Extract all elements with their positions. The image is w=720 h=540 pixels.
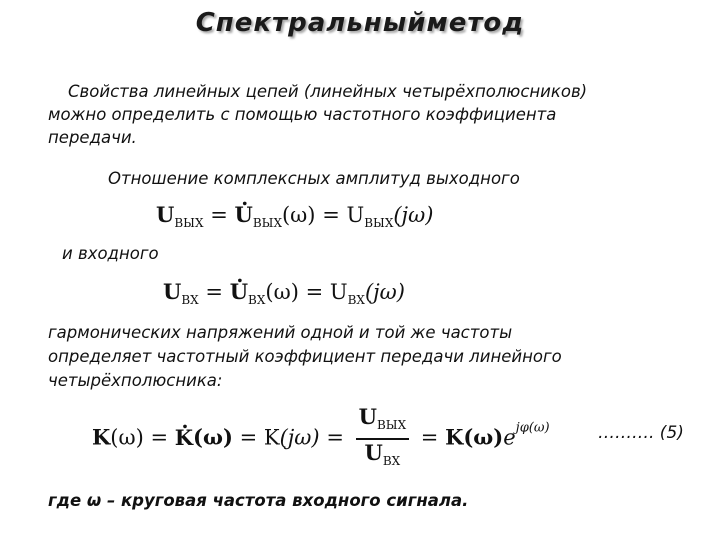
paragraph-1-line-2: можно определить с помощью частотного коэффициента bbox=[48, 105, 557, 124]
title-word-1: Спектральный bbox=[195, 8, 427, 38]
paragraph-2: Отношение комплексных амплитуд выходного bbox=[108, 169, 520, 188]
formula-symbol: U bbox=[329, 280, 348, 304]
formula-argument: (ω) bbox=[463, 424, 504, 450]
formula-symbol: U bbox=[163, 279, 182, 304]
formula-symbol-dotted: K . bbox=[175, 425, 193, 450]
formula-equals: = bbox=[205, 280, 223, 304]
formula-output-amplitude bbox=[156, 202, 433, 230]
formula-subscript: ВХ bbox=[347, 293, 365, 307]
input-label: и входного bbox=[62, 244, 159, 263]
formula-argument: (jω) bbox=[279, 425, 320, 450]
formula-transfer-coefficient bbox=[92, 404, 550, 474]
formula-subscript: ВЫХ bbox=[252, 216, 282, 230]
formula-exponent-base: e bbox=[503, 425, 516, 450]
formula-symbol: U bbox=[364, 440, 383, 465]
formula-symbol: K bbox=[263, 425, 280, 450]
formula-subscript: ВЫХ bbox=[364, 216, 394, 230]
paragraph-3-line-3: четырёхполюсника: bbox=[48, 371, 223, 390]
formula-symbol: U bbox=[346, 203, 365, 227]
formula-argument: (jω) bbox=[393, 203, 434, 227]
equation-number: ………. (5) bbox=[598, 423, 684, 443]
footnote: где ω – круговая частота входного сигнала. bbox=[48, 491, 469, 510]
formula-argument: (ω) bbox=[281, 203, 316, 227]
formula-equals: = bbox=[322, 203, 340, 227]
formula-equals: = bbox=[326, 425, 344, 450]
formula-equals: = bbox=[420, 425, 439, 450]
title-word-2: метод bbox=[426, 8, 525, 38]
formula-symbol: U bbox=[358, 404, 377, 429]
formula-equals: = bbox=[210, 203, 228, 227]
formula-subscript: ВХ bbox=[382, 454, 401, 468]
formula-equals: = bbox=[150, 425, 169, 450]
formula-argument: (jω) bbox=[364, 280, 405, 304]
formula-equals: = bbox=[305, 280, 324, 304]
formula-subscript: ВХ bbox=[248, 293, 266, 307]
formula-symbol-dotted: U . bbox=[230, 279, 248, 304]
formula-exponent: jφ(ω) bbox=[515, 420, 550, 436]
paragraph-1-line-1: Свойства линейных цепей (линейных четырёхполюсников) bbox=[68, 82, 588, 101]
formula-symbol: K bbox=[445, 424, 464, 450]
formula-equals: = bbox=[239, 425, 258, 450]
formula-argument: (ω) bbox=[265, 280, 299, 304]
formula-subscript: ВХ bbox=[181, 293, 199, 307]
formula-symbol: K bbox=[92, 424, 111, 450]
formula-subscript: ВЫХ bbox=[376, 418, 407, 432]
fraction-numerator bbox=[356, 404, 410, 438]
paragraph-1-line-3: передачи. bbox=[48, 128, 137, 147]
paragraph-3-line-2: определяет частотный коэффициент передачи линейного bbox=[48, 347, 562, 366]
formula-subscript: ВЫХ bbox=[174, 216, 204, 230]
formula-argument: (ω) bbox=[110, 425, 144, 450]
formula-fraction bbox=[356, 404, 410, 474]
paragraph-3-line-1: гармонических напряжений одной и той же частоты bbox=[48, 323, 513, 342]
slide-title bbox=[0, 8, 720, 38]
formula-input-amplitude bbox=[163, 279, 405, 307]
formula-symbol: U bbox=[156, 202, 175, 227]
fraction-denominator bbox=[362, 440, 404, 474]
formula-symbol-dotted: U . bbox=[234, 202, 252, 227]
formula-argument: (ω) bbox=[193, 424, 233, 450]
